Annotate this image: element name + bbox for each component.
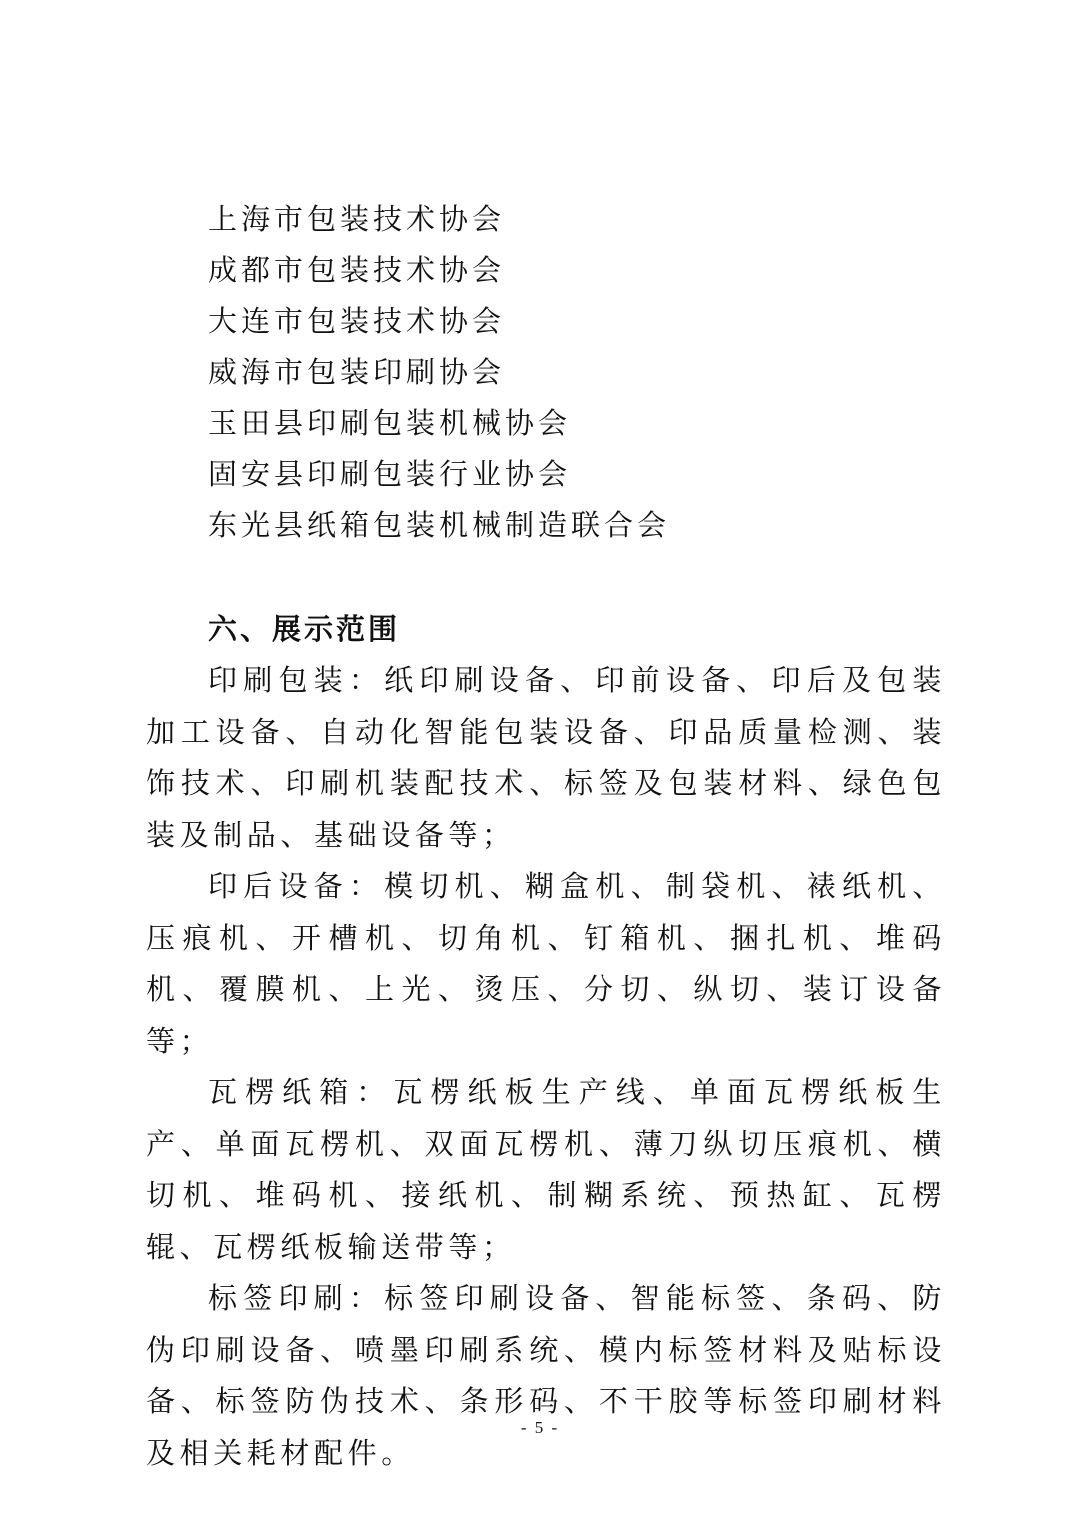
- paragraph-label: 印后设备：: [208, 869, 385, 903]
- scope-paragraph-corrugated: [146, 1067, 946, 1273]
- section-body: [146, 655, 946, 1479]
- page-number: - 5 -: [520, 1418, 560, 1437]
- organization-item: 上海市包装技术协会: [208, 202, 506, 236]
- paragraph-label: 瓦楞纸箱：: [208, 1075, 394, 1109]
- scope-paragraph-post-press: [146, 861, 946, 1067]
- organization-item: 固安县印刷包装行业协会: [208, 457, 572, 491]
- organization-item: 大连市包装技术协会: [208, 304, 506, 338]
- organization-item: 东光县纸箱包装机械制造联合会: [208, 508, 671, 542]
- organization-item: 威海市包装印刷协会: [208, 355, 506, 389]
- section-heading: 六、展示范围: [208, 612, 401, 646]
- paragraph-label: 印刷包装：: [208, 663, 385, 697]
- organizer-list: [208, 194, 670, 551]
- organization-item: 成都市包装技术协会: [208, 253, 506, 287]
- scope-paragraph-printing-packaging: [146, 655, 946, 861]
- organization-item: 玉田县印刷包装机械协会: [208, 406, 572, 440]
- scope-paragraph-label-printing: [146, 1273, 946, 1479]
- paragraph-text: 瓦楞纸板生产线、单面瓦楞纸板生产、单面瓦楞机、双面瓦楞机、薄刀纵切压痕机、横切机、堆码机、接纸机、制糊系统、预热缸、瓦楞辊、瓦楞纸板输送带等；: [146, 1075, 946, 1264]
- paragraph-label: 标签印刷：: [208, 1281, 385, 1315]
- paragraph-text: 模切机、糊盒机、制袋机、裱纸机、压痕机、开槽机、切角机、钉箱机、捆扎机、堆码机、覆膜机、上光、烫压、分切、纵切、装订设备等；: [146, 869, 946, 1058]
- paragraph-text: 标签印刷设备、智能标签、条码、防伪印刷设备、喷墨印刷系统、模内标签材料及贴标设备、标签防伪技术、条形码、不干胶等标签印刷材料及相关耗材配件。: [146, 1281, 946, 1470]
- paragraph-text: 纸印刷设备、印前设备、印后及包装加工设备、自动化智能包装设备、印品质量检测、装饰技术、印刷机装配技术、标签及包装材料、绿色包装及制品、基础设备等；: [146, 663, 946, 852]
